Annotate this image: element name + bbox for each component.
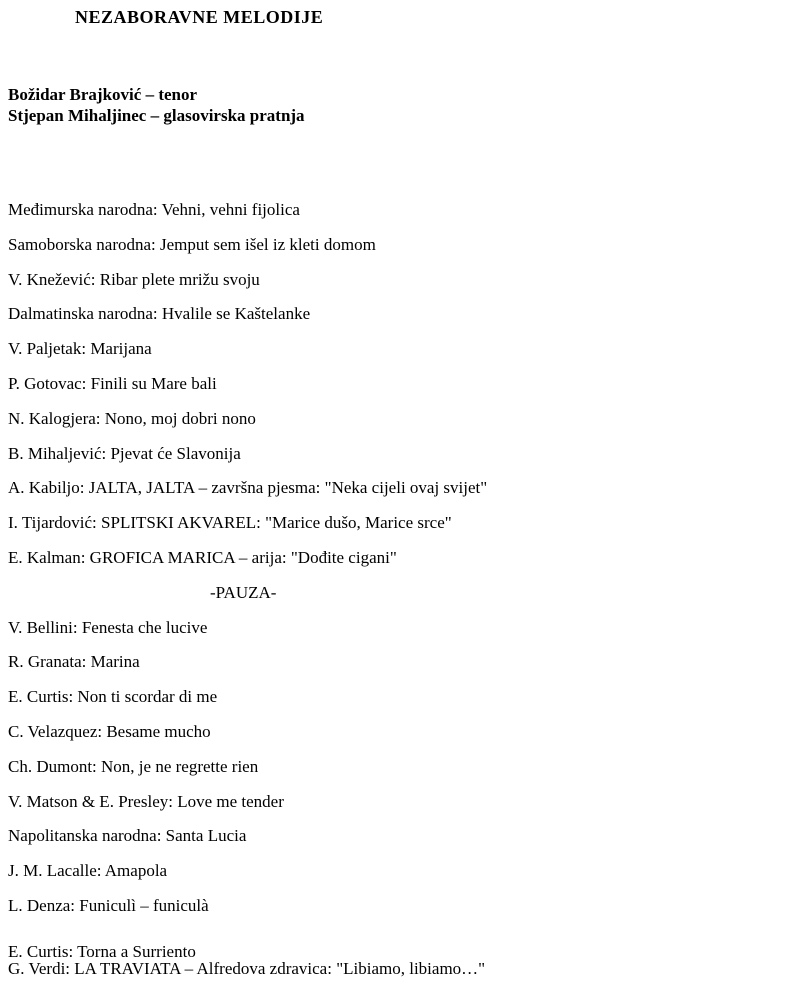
program-item: R. Granata: Marina [8, 652, 140, 672]
program-list-final [8, 943, 485, 977]
program-item: L. Denza: Funiculì – funiculà [8, 895, 209, 915]
program-item: C. Velazquez: Besame mucho [8, 721, 211, 741]
intermission-label: -PAUZA- [210, 582, 277, 602]
performer-tenor: Božidar Brajković – tenor [8, 85, 198, 104]
program-item: V. Matson & E. Presley: Love me tender [8, 791, 284, 811]
program-item: V. Bellini: Fenesta che lucive [8, 617, 208, 637]
program-item: E. Kalman: GROFICA MARICA – arija: "Dođite cigani" [8, 547, 397, 567]
document-title: NEZABORAVNE MELODIJE [75, 7, 324, 27]
program-item: Ch. Dumont: Non, je ne regrette rien [8, 756, 259, 776]
program-item: J. M. Lacalle: Amapola [8, 861, 168, 881]
program-list [8, 193, 487, 924]
program-item: Napolitanska narodna: Santa Lucia [8, 826, 247, 846]
program-item: V. Paljetak: Marijana [8, 339, 152, 359]
program-item: B. Mihaljević: Pjevat će Slavonija [8, 443, 241, 463]
performer-piano: Stjepan Mihaljinec – glasovirska pratnja [8, 106, 305, 125]
program-item: G. Verdi: LA TRAVIATA – Alfredova zdravica: "Libiamo, libiamo…" [8, 959, 486, 978]
program-item: Međimurska narodna: Vehni, vehni fijolica [8, 200, 300, 219]
program-item: Dalmatinska narodna: Hvalile se Kaštelanke [8, 304, 311, 324]
program-item: P. Gotovac: Finili su Mare bali [8, 373, 217, 393]
performers-block [8, 84, 305, 126]
program-item: E. Curtis: Torna a Surriento [8, 942, 196, 961]
program-item: A. Kabiljo: JALTA, JALTA – završna pjesma: "Neka cijeli ovaj svijet" [8, 478, 488, 498]
program-item: V. Knežević: Ribar plete mrižu svoju [8, 269, 260, 289]
program-item: I. Tijardović: SPLITSKI AKVAREL: "Marice dušo, Marice srce" [8, 513, 452, 533]
program-item: E. Curtis: Non ti scordar di me [8, 687, 218, 707]
program-item: N. Kalogjera: Nono, moj dobri nono [8, 408, 256, 428]
program-item: Samoborska narodna: Jemput sem išel iz kleti domom [8, 234, 376, 254]
